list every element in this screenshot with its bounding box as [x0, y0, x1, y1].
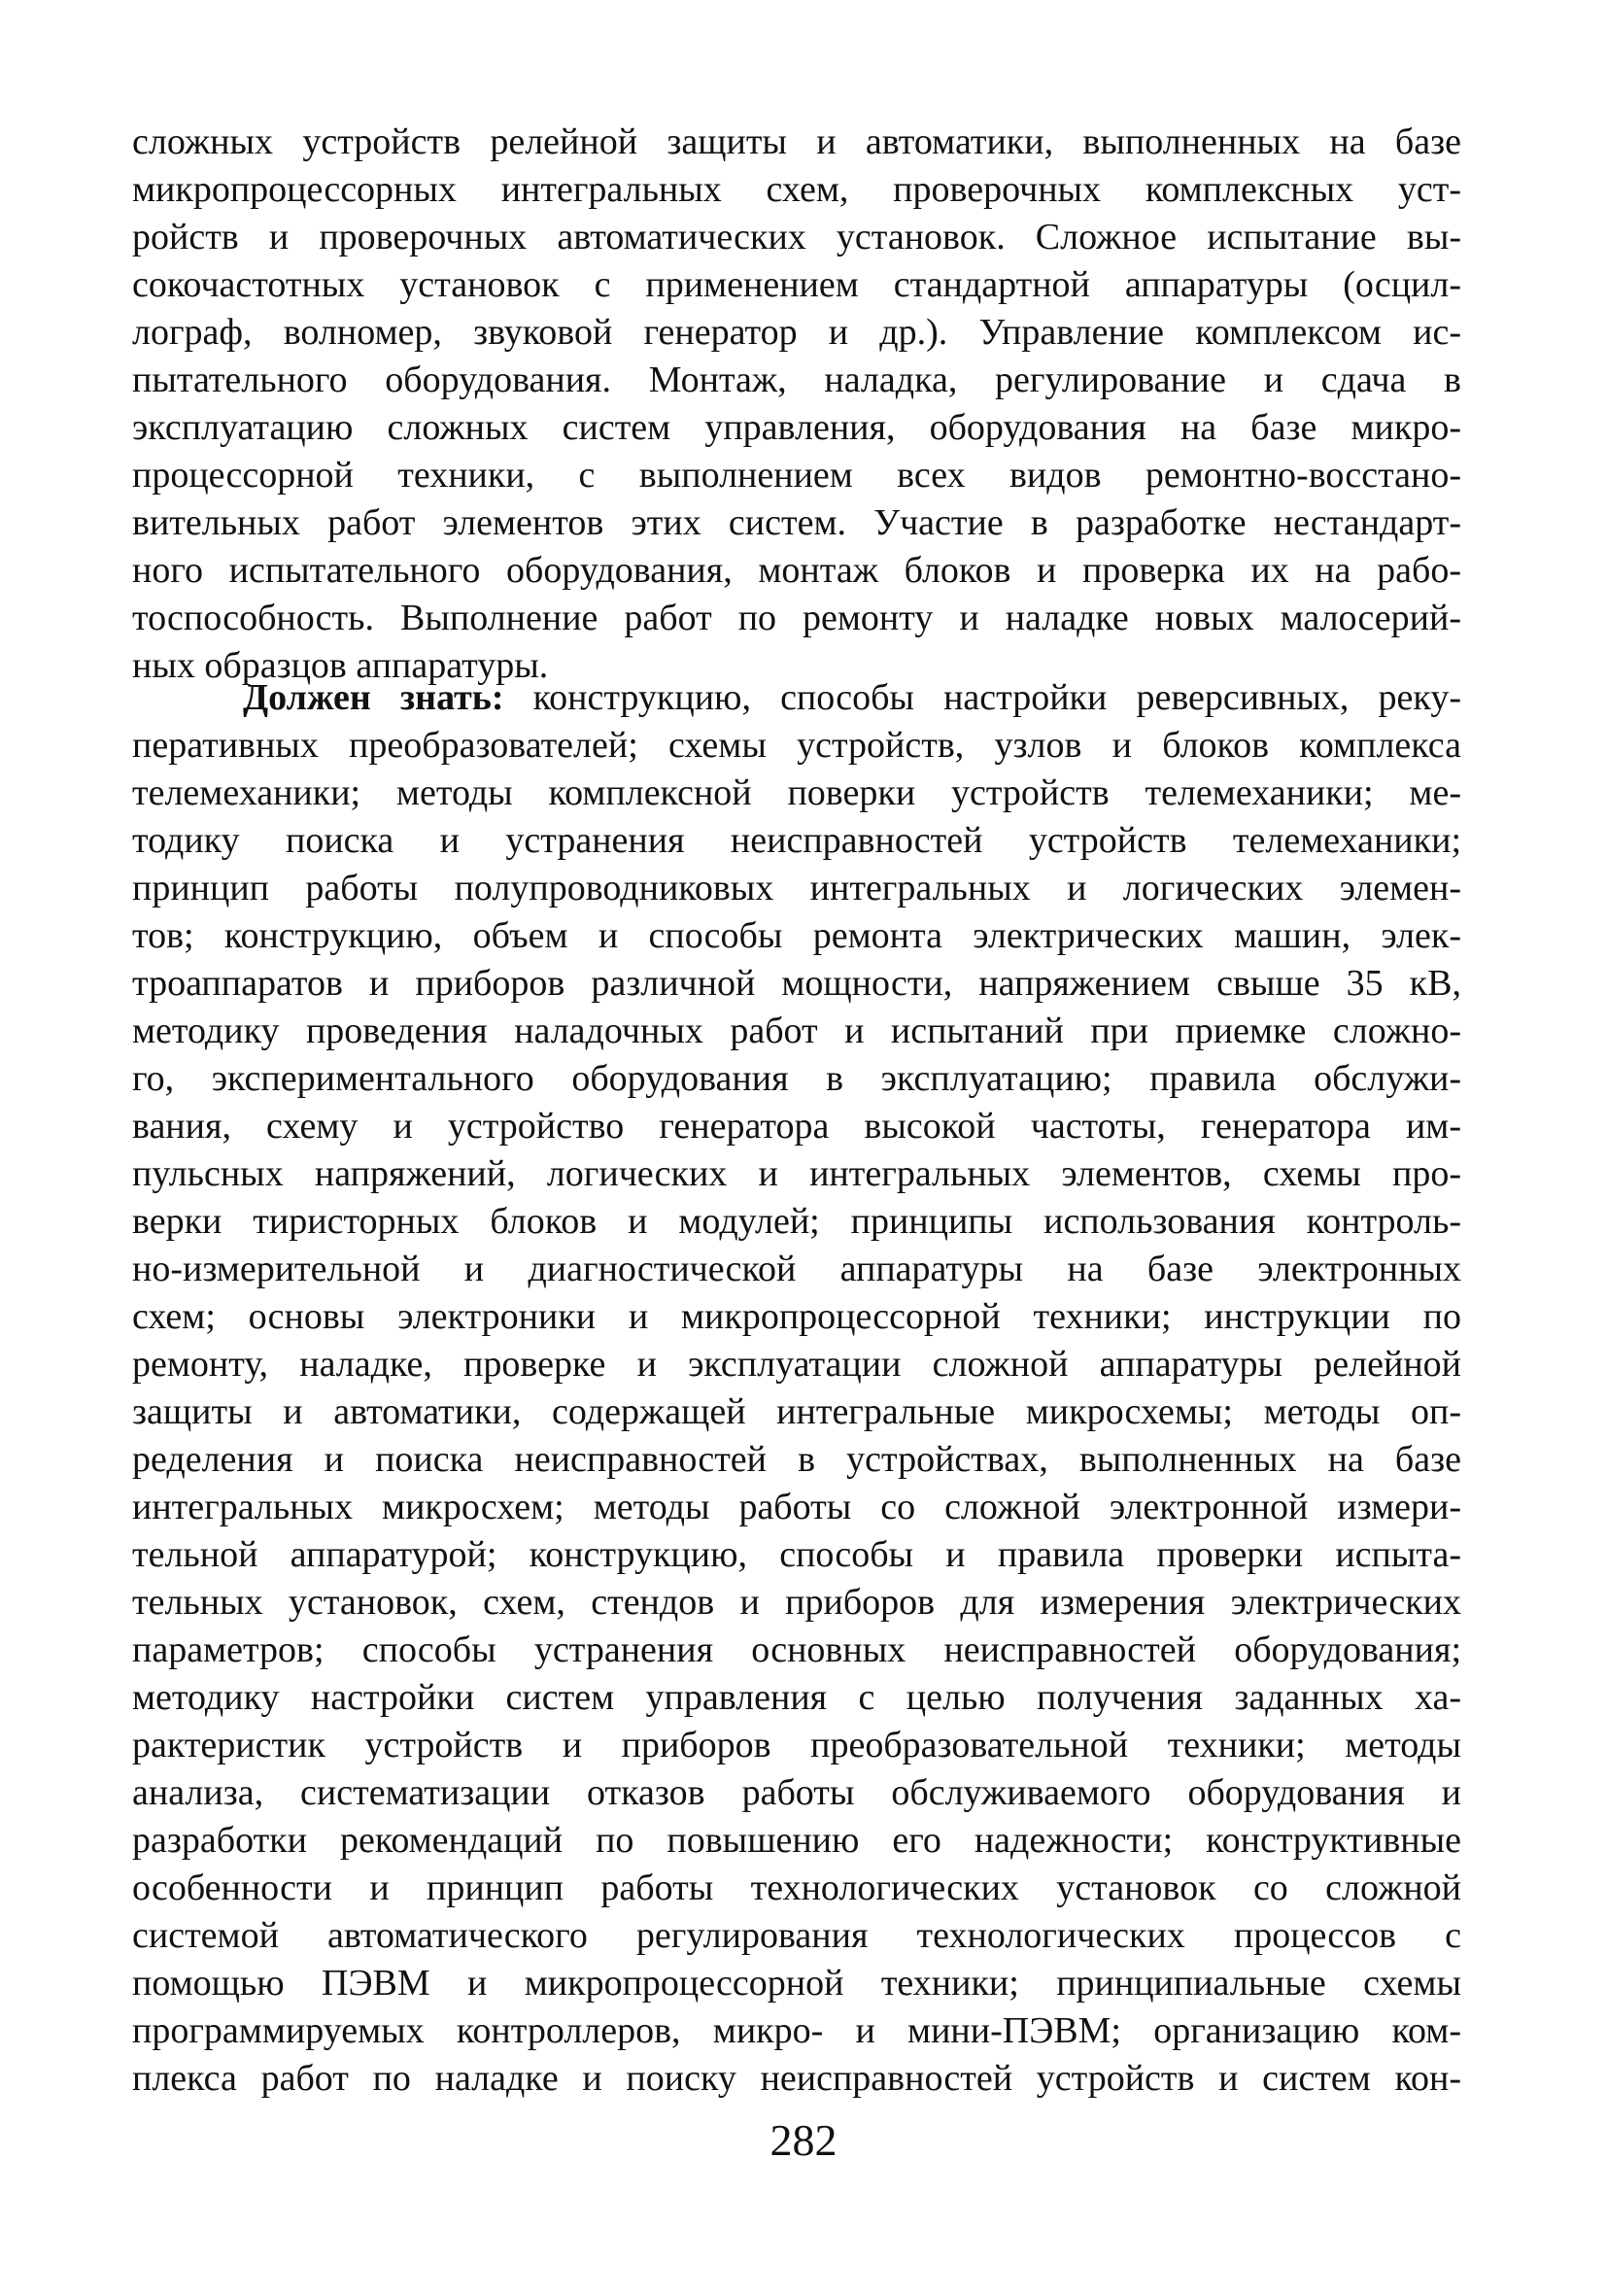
- paragraph2-line: разработки рекомендаций по повышению его надежности; конструктивные: [132, 1820, 1461, 1861]
- paragraph2-line: тодику поиска и устранения неисправностей устройств телемеханики;: [132, 820, 1461, 861]
- paragraph2-first-line: [243, 674, 1461, 721]
- paragraph1-line: микропроцессорных интегральных схем, проверочных комплексных уст-: [132, 169, 1461, 210]
- paragraph2-line: го, экспериментального оборудования в эксплуатацию; правила обслужи-: [132, 1058, 1461, 1099]
- paragraph2-line: защиты и автоматики, содержащей интегральные микросхемы; методы оп-: [132, 1391, 1461, 1432]
- page-number: 282: [769, 2115, 838, 2165]
- paragraph2-line: верки тиристорных блоков и модулей; принципы использования контроль-: [132, 1201, 1461, 1242]
- paragraph1-line: вительных работ элементов этих систем. Участие в разработке нестандарт-: [132, 502, 1461, 543]
- paragraph2-line: тов; конструкцию, объем и способы ремонта электрических машин, элек-: [132, 915, 1461, 956]
- paragraph2-line: но-измерительной и диагностической аппаратуры на базе электронных: [132, 1249, 1461, 1289]
- paragraph2-line: помощью ПЭВМ и микропроцессорной техники; принципиальные схемы: [132, 1963, 1461, 2004]
- paragraph2-line: методику настройки систем управления с целью получения заданных ха-: [132, 1677, 1461, 1718]
- paragraph1-line: пытательного оборудования. Монтаж, наладка, регулирование и сдача в: [132, 360, 1461, 400]
- paragraph2-line: принцип работы полупроводниковых интегральных и логических элемен-: [132, 868, 1461, 908]
- paragraph1-line: ных образцов аппаратуры.: [132, 645, 549, 686]
- paragraph2-line: рактеристик устройств и приборов преобразовательной техники; методы: [132, 1725, 1461, 1765]
- paragraph1-line: тоспособность. Выполнение работ по ремонту и наладке новых малосерий-: [132, 598, 1461, 638]
- paragraph2-line: интегральных микросхем; методы работы со сложной электронной измери-: [132, 1487, 1461, 1527]
- paragraph1-line: процессорной техники, с выполнением всех видов ремонтно-восстано-: [132, 455, 1461, 496]
- paragraph2-line: ремонту, наладке, проверке и эксплуатации сложной аппаратуры релейной: [132, 1344, 1461, 1385]
- paragraph2-line: системой автоматического регулирования технологических процессов с: [132, 1915, 1461, 1956]
- paragraph2-line: троаппаратов и приборов различной мощности, напряжением свыше 35 кВ,: [132, 963, 1461, 1004]
- paragraph1-line: сложных устройств релейной защиты и автоматики, выполненных на базе: [132, 121, 1461, 162]
- paragraph2-first-line-text: конструкцию, способы настройки реверсивных, реку-: [503, 677, 1461, 718]
- paragraph2-line: плекса работ по наладке и поиску неисправностей устройств и систем кон-: [132, 2058, 1461, 2099]
- paragraph2-line: перативных преобразователей; схемы устройств, узлов и блоков комплекса: [132, 725, 1461, 766]
- paragraph1-line: эксплуатацию сложных систем управления, оборудования на базе микро-: [132, 407, 1461, 448]
- paragraph2-line: тельной аппаратурой; конструкцию, способы и правила проверки испыта-: [132, 1534, 1461, 1575]
- paragraph1-line: ройств и проверочных автоматических установок. Сложное испытание вы-: [132, 217, 1461, 257]
- paragraph1-line: ного испытательного оборудования, монтаж блоков и проверка их на рабо-: [132, 550, 1461, 591]
- paragraph1-line: лограф, волномер, звуковой генератор и др.). Управление комплексом ис-: [132, 312, 1461, 353]
- paragraph1-line: сокочастотных установок с применением стандартной аппаратуры (осцил-: [132, 264, 1461, 305]
- paragraph2-line: телемеханики; методы комплексной поверки устройств телемеханики; ме-: [132, 772, 1461, 813]
- paragraph2-line: особенности и принцип работы технологических установок со сложной: [132, 1868, 1461, 1908]
- paragraph2-line: ределения и поиска неисправностей в устройствах, выполненных на базе: [132, 1439, 1461, 1480]
- paragraph2-line: пульсных напряжений, логических и интегральных элементов, схемы про-: [132, 1153, 1461, 1194]
- paragraph2-line: параметров; способы устранения основных неисправностей оборудования;: [132, 1629, 1461, 1670]
- paragraph2-line: анализа, систематизации отказов работы обслуживаемого оборудования и: [132, 1772, 1461, 1813]
- paragraph2-line: вания, схему и устройство генератора высокой частоты, генератора им-: [132, 1106, 1461, 1147]
- paragraph2-line: методику проведения наладочных работ и испытаний при приемке сложно-: [132, 1011, 1461, 1051]
- paragraph2-line: программируемых контроллеров, микро- и мини-ПЭВМ; организацию ком-: [132, 2010, 1461, 2051]
- paragraph2-lead: Должен знать:: [243, 677, 504, 718]
- paragraph2-line: тельных установок, схем, стендов и приборов для измерения электрических: [132, 1582, 1461, 1623]
- paragraph2-line: схем; основы электроники и микропроцессорной техники; инструкции по: [132, 1296, 1461, 1337]
